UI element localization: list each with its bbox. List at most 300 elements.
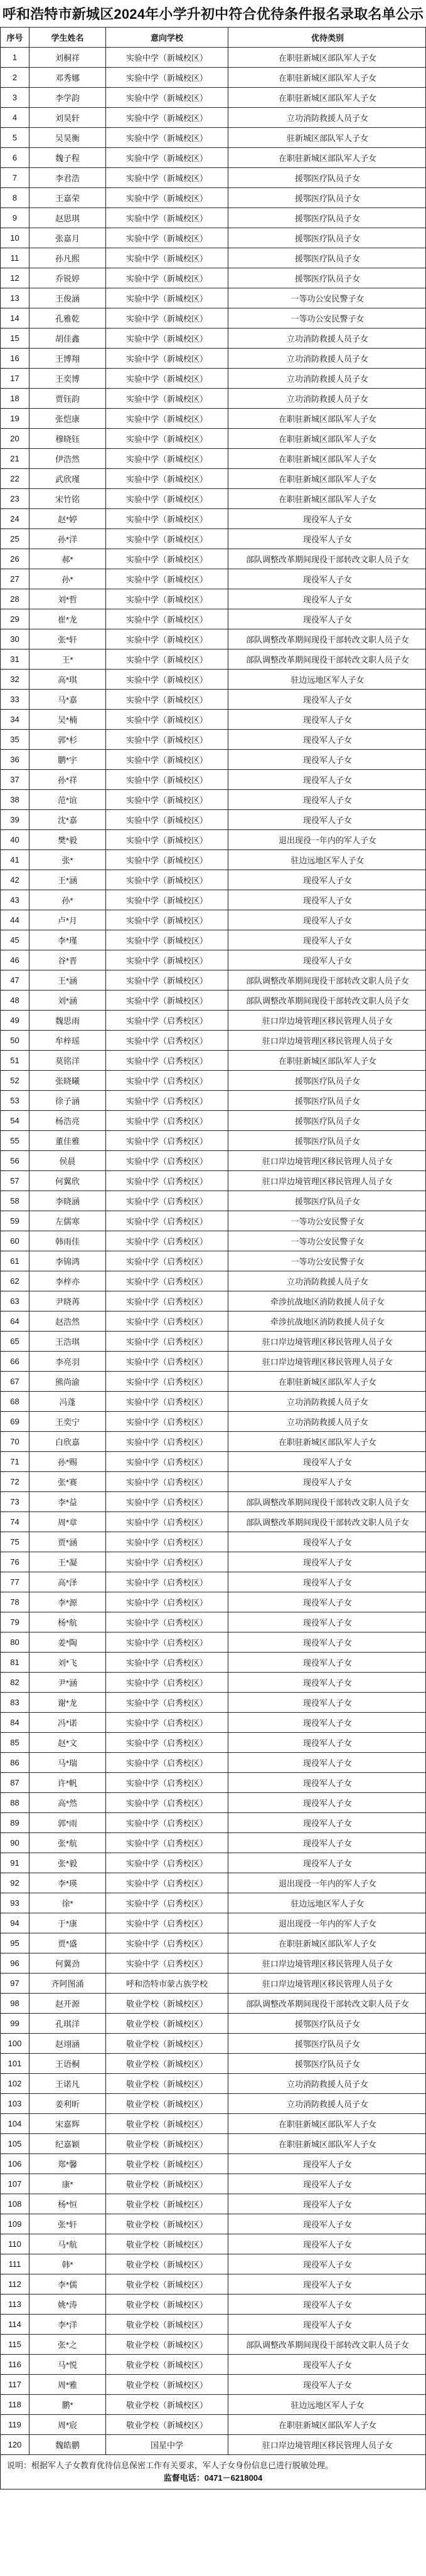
cell-intended-school: 实验中学（启秀校区） bbox=[106, 1051, 228, 1070]
table-row bbox=[1, 449, 425, 469]
cell-index: 10 bbox=[1, 228, 29, 248]
cell-index: 101 bbox=[1, 2054, 29, 2073]
cell-index: 1 bbox=[1, 48, 29, 67]
cell-intended-school: 实验中学（新城校区） bbox=[106, 589, 228, 609]
table-row bbox=[1, 1913, 425, 1933]
cell-intended-school: 实验中学（新城校区） bbox=[106, 549, 228, 569]
cell-priority-category: 现役军人子女 bbox=[302, 1819, 352, 1828]
table-row bbox=[1, 2335, 425, 2355]
cell-priority-category: 在职驻新城区部队军人子女 bbox=[278, 1377, 376, 1387]
cell-priority-category: 现役军人子女 bbox=[302, 1799, 352, 1808]
cell-priority-category: 现役军人子女 bbox=[302, 2360, 352, 2370]
cell-intended-school: 实验中学（启秀校区） bbox=[106, 1251, 228, 1271]
cell-student-name: 周*雅 bbox=[29, 2375, 106, 2394]
cell-student-name: 沈*嘉 bbox=[29, 810, 106, 829]
cell-intended-school: 实验中学（新城校区） bbox=[106, 268, 228, 288]
cell-priority-category: 现役军人子女 bbox=[302, 2380, 352, 2390]
table-row bbox=[1, 1211, 425, 1231]
cell-priority-category: 现役军人子女 bbox=[302, 1598, 352, 1607]
cell-priority-category: 现役军人子女 bbox=[302, 1678, 352, 1688]
cell-index: 21 bbox=[1, 449, 29, 468]
table-row bbox=[1, 690, 425, 710]
cell-student-name: 纪嘉颖 bbox=[29, 2134, 106, 2153]
cell-index: 60 bbox=[1, 1231, 29, 1251]
cell-priority-category: 在职驻新城区部队军人子女 bbox=[278, 93, 376, 103]
cell-priority-category: 现役军人子女 bbox=[302, 1478, 352, 1487]
cell-index: 67 bbox=[1, 1372, 29, 1391]
cell-intended-school: 实验中学（新城校区） bbox=[106, 890, 228, 910]
cell-priority-category: 立功消防救援人员子女 bbox=[286, 2079, 368, 2089]
cell-index: 25 bbox=[1, 529, 29, 549]
cell-intended-school: 实验中学（新城校区） bbox=[106, 670, 228, 689]
cell-priority-category: 在职驻新城区部队军人子女 bbox=[278, 154, 376, 163]
table-row bbox=[1, 1572, 425, 1592]
cell-index: 43 bbox=[1, 890, 29, 910]
cell-student-name: 周*宸 bbox=[29, 2415, 106, 2434]
cell-student-name: 卢*月 bbox=[29, 910, 106, 930]
cell-student-name: 武欣瑾 bbox=[29, 469, 106, 488]
cell-priority-category: 现役军人子女 bbox=[302, 816, 352, 825]
cell-priority-category: 援鄂医疗队员子女 bbox=[294, 2019, 360, 2029]
table-row bbox=[1, 1853, 425, 1873]
cell-intended-school: 实验中学（启秀校区） bbox=[106, 1953, 228, 1973]
cell-index: 115 bbox=[1, 2335, 29, 2354]
table-row bbox=[1, 1713, 425, 1733]
cell-index: 80 bbox=[1, 1632, 29, 1652]
table-row bbox=[1, 1953, 425, 1974]
cell-intended-school: 实验中学（新城校区） bbox=[106, 529, 228, 549]
table-row bbox=[1, 1051, 425, 1071]
cell-index: 34 bbox=[1, 710, 29, 729]
cell-intended-school: 实验中学（新城校区） bbox=[106, 790, 228, 809]
cell-priority-category: 驻边远地区军人子女 bbox=[290, 2400, 365, 2410]
cell-priority-category: 现役军人子女 bbox=[302, 1859, 352, 1868]
cell-priority-category: 在职驻新城区部队军人子女 bbox=[278, 2421, 376, 2430]
table-row bbox=[1, 188, 425, 208]
table-row bbox=[1, 1653, 425, 1673]
cell-intended-school: 实验中学（启秀校区） bbox=[106, 1271, 228, 1291]
cell-intended-school: 实验中学（新城校区） bbox=[106, 609, 228, 629]
cell-intended-school: 敬业学校（新城校区） bbox=[106, 2375, 228, 2394]
table-row bbox=[1, 2315, 425, 2335]
cell-priority-category: 现役军人子女 bbox=[302, 1618, 352, 1627]
cell-priority-category: 部队调整改革期间现役干部转改文职人员子女 bbox=[245, 555, 409, 564]
cell-priority-category: 部队调整改革期间现役干部转改文职人员子女 bbox=[245, 1999, 409, 2009]
cell-index: 119 bbox=[1, 2415, 29, 2434]
cell-priority-category: 部队调整改革期间现役干部转改文职人员子女 bbox=[245, 1518, 409, 1527]
table-row bbox=[1, 529, 425, 549]
cell-priority-category: 现役军人子女 bbox=[302, 575, 352, 584]
cell-intended-school: 敬业学校（新城校区） bbox=[106, 2074, 228, 2093]
cell-intended-school: 实验中学（新城校区） bbox=[106, 991, 228, 1010]
cell-index: 2 bbox=[1, 68, 29, 87]
cell-index: 18 bbox=[1, 389, 29, 408]
table-row bbox=[1, 1191, 425, 1211]
cell-index: 110 bbox=[1, 2234, 29, 2254]
cell-index: 71 bbox=[1, 1452, 29, 1471]
cell-priority-category: 现役军人子女 bbox=[302, 2260, 352, 2269]
cell-priority-category: 立功消防救援人员子女 bbox=[286, 2100, 368, 2109]
cell-intended-school: 实验中学（启秀校区） bbox=[106, 1211, 228, 1231]
cell-priority-category: 驻口岸边境管理区移民管理人员子女 bbox=[262, 1357, 393, 1367]
table-row bbox=[1, 710, 425, 730]
table-row bbox=[1, 569, 425, 589]
cell-student-name: 何翼欣 bbox=[29, 1171, 106, 1191]
cell-priority-category: 援鄂医疗队员子女 bbox=[294, 1117, 360, 1126]
cell-student-name: 张*航 bbox=[29, 1833, 106, 1853]
cell-student-name: 牟梓瑶 bbox=[29, 1031, 106, 1050]
cell-index: 20 bbox=[1, 429, 29, 448]
table-row bbox=[1, 1833, 425, 1853]
cell-index: 30 bbox=[1, 629, 29, 649]
table-row bbox=[1, 1151, 425, 1171]
cell-student-name: 张*轩 bbox=[29, 629, 106, 649]
cell-index: 113 bbox=[1, 2295, 29, 2314]
cell-intended-school: 实验中学（新城校区） bbox=[106, 569, 228, 589]
cell-priority-category: 现役军人子女 bbox=[302, 1458, 352, 1467]
table-row bbox=[1, 1432, 425, 1452]
cell-priority-category: 在职驻新城区部队军人子女 bbox=[278, 53, 376, 63]
cell-index: 19 bbox=[1, 409, 29, 428]
cell-intended-school: 敬业学校（新城校区） bbox=[106, 2335, 228, 2354]
cell-intended-school: 呼和浩特市蒙古族学校 bbox=[106, 1974, 228, 1993]
cell-index: 15 bbox=[1, 329, 29, 348]
cell-student-name: 张恺康 bbox=[29, 409, 106, 428]
note-text: 说明：根据军人子女教育优待信息保密工作有关要求，军人子女身份信息已进行脱敏处理。 bbox=[7, 2461, 334, 2470]
cell-student-name: 赵浩然 bbox=[29, 1312, 106, 1331]
cell-intended-school: 敬业学校（新城校区） bbox=[106, 2415, 228, 2434]
cell-intended-school: 实验中学（启秀校区） bbox=[106, 1191, 228, 1211]
cell-student-name: 董佳雅 bbox=[29, 1131, 106, 1150]
table-row bbox=[1, 1091, 425, 1111]
cell-priority-category: 现役军人子女 bbox=[302, 735, 352, 745]
cell-intended-school: 实验中学（启秀校区） bbox=[106, 1111, 228, 1130]
cell-priority-category: 部队调整改革期间现役干部转改文职人员子女 bbox=[245, 996, 409, 1006]
cell-intended-school: 实验中学（新城校区） bbox=[106, 449, 228, 468]
cell-intended-school: 敬业学校（新城校区） bbox=[106, 2194, 228, 2214]
cell-index: 13 bbox=[1, 288, 29, 308]
cell-intended-school: 实验中学（新城校区） bbox=[106, 509, 228, 528]
cell-intended-school: 实验中学（新城校区） bbox=[106, 629, 228, 649]
cell-intended-school: 敬业学校（新城校区） bbox=[106, 2054, 228, 2073]
cell-student-name: 鹏* bbox=[29, 2395, 106, 2414]
table-row bbox=[1, 1492, 425, 1512]
cell-student-name: 孙*洋 bbox=[29, 529, 106, 549]
cell-intended-school: 国星中学 bbox=[106, 2435, 228, 2454]
cell-intended-school: 敬业学校（新城校区） bbox=[106, 2014, 228, 2033]
cell-student-name: 郑*馨 bbox=[29, 2154, 106, 2174]
cell-index: 41 bbox=[1, 850, 29, 870]
cell-intended-school: 实验中学（启秀校区） bbox=[106, 1913, 228, 1933]
table-row bbox=[1, 1312, 425, 1332]
table-row bbox=[1, 730, 425, 750]
cell-priority-category: 在职驻新城区部队军人子女 bbox=[278, 434, 376, 444]
cell-intended-school: 实验中学（启秀校区） bbox=[106, 1793, 228, 1812]
table-row bbox=[1, 128, 425, 148]
cell-student-name: 孙凡熙 bbox=[29, 248, 106, 268]
cell-student-name: 马*悦 bbox=[29, 2355, 106, 2374]
cell-intended-school: 敬业学校（新城校区） bbox=[106, 1994, 228, 2013]
cell-index: 14 bbox=[1, 308, 29, 328]
cell-priority-category: 现役军人子女 bbox=[302, 2300, 352, 2310]
cell-intended-school: 实验中学（新城校区） bbox=[106, 108, 228, 127]
cell-priority-category: 在职驻新城区部队军人子女 bbox=[278, 414, 376, 424]
cell-priority-category: 立功消防救援人员子女 bbox=[286, 334, 368, 344]
cell-index: 66 bbox=[1, 1352, 29, 1371]
cell-priority-category: 驻口岸边境管理区移民管理人员子女 bbox=[262, 2441, 393, 2450]
cell-priority-category: 现役军人子女 bbox=[302, 796, 352, 805]
cell-priority-category: 驻新城区部队军人子女 bbox=[286, 134, 368, 143]
cell-priority-category: 部队调整改革期间现役干部转改文职人员子女 bbox=[245, 976, 409, 986]
table-row bbox=[1, 1592, 425, 1612]
table-header-row bbox=[1, 28, 425, 48]
cell-intended-school: 敬业学校（新城校区） bbox=[106, 2154, 228, 2174]
cell-priority-category: 退出现役一年内的军人子女 bbox=[278, 836, 376, 845]
table-row bbox=[1, 2134, 425, 2154]
cell-index: 46 bbox=[1, 950, 29, 970]
cell-student-name: 莫铭洋 bbox=[29, 1051, 106, 1070]
cell-student-name: 乔锐婷 bbox=[29, 268, 106, 288]
cell-index: 64 bbox=[1, 1312, 29, 1331]
cell-index: 104 bbox=[1, 2114, 29, 2133]
cell-priority-category: 援鄂医疗队员子女 bbox=[294, 2059, 360, 2069]
cell-student-name: 冯*诺 bbox=[29, 1713, 106, 1732]
cell-intended-school: 实验中学（启秀校区） bbox=[106, 1412, 228, 1431]
page-title: 呼和浩特市新城区2024年小学升初中符合优待条件报名录取名单公示 bbox=[0, 0, 426, 28]
table-row bbox=[1, 1291, 425, 1312]
cell-student-name: 吴*楠 bbox=[29, 710, 106, 729]
cell-student-name: 李*瑛 bbox=[29, 1873, 106, 1893]
cell-priority-category: 立功消防救援人员子女 bbox=[286, 1417, 368, 1427]
table-row bbox=[1, 2034, 425, 2054]
cell-intended-school: 实验中学（新城校区） bbox=[106, 810, 228, 829]
cell-index: 54 bbox=[1, 1111, 29, 1130]
cell-index: 12 bbox=[1, 268, 29, 288]
cell-student-name: 刘昊轩 bbox=[29, 108, 106, 127]
cell-student-name: 韩雨佳 bbox=[29, 1231, 106, 1251]
cell-priority-category: 牵涉抗战地区消防救援人员子女 bbox=[270, 1297, 385, 1306]
cell-index: 55 bbox=[1, 1131, 29, 1150]
cell-index: 44 bbox=[1, 910, 29, 930]
cell-index: 53 bbox=[1, 1091, 29, 1110]
cell-student-name: 刘*哲 bbox=[29, 589, 106, 609]
cell-student-name: 李晓涵 bbox=[29, 1191, 106, 1211]
table-row bbox=[1, 1733, 425, 1753]
table-row bbox=[1, 589, 425, 609]
cell-intended-school: 实验中学（新城校区） bbox=[106, 409, 228, 428]
cell-intended-school: 实验中学（新城校区） bbox=[106, 228, 228, 248]
cell-index: 103 bbox=[1, 2094, 29, 2113]
cell-intended-school: 实验中学（新城校区） bbox=[106, 389, 228, 408]
cell-student-name: 王诺凡 bbox=[29, 2074, 106, 2093]
cell-priority-category: 部队调整改革期间现役干部转改文职人员子女 bbox=[245, 1498, 409, 1507]
table-row bbox=[1, 2395, 425, 2415]
table-row bbox=[1, 2174, 425, 2194]
cell-priority-category: 援鄂医疗队员子女 bbox=[294, 254, 360, 263]
cell-student-name: 左儒寒 bbox=[29, 1211, 106, 1231]
cell-index: 86 bbox=[1, 1753, 29, 1772]
cell-student-name: 王*涵 bbox=[29, 970, 106, 990]
table-row bbox=[1, 830, 425, 850]
table-row bbox=[1, 248, 425, 268]
cell-student-name: 孙*赐 bbox=[29, 1452, 106, 1471]
table-row bbox=[1, 2234, 425, 2254]
cell-index: 72 bbox=[1, 1472, 29, 1491]
table-row bbox=[1, 509, 425, 529]
cell-intended-school: 实验中学（启秀校区） bbox=[106, 1452, 228, 1471]
cell-student-name: 伊浩然 bbox=[29, 449, 106, 468]
table-row bbox=[1, 1753, 425, 1773]
cell-student-name: 赵*文 bbox=[29, 1733, 106, 1752]
cell-intended-school: 实验中学（启秀校区） bbox=[106, 1592, 228, 1612]
table-row bbox=[1, 369, 425, 389]
cell-student-name: 张* bbox=[29, 850, 106, 870]
table-row bbox=[1, 1974, 425, 1994]
cell-student-name: 郭*雨 bbox=[29, 1813, 106, 1832]
cell-priority-category: 在职驻新城区部队军人子女 bbox=[278, 475, 376, 484]
cell-priority-category: 部队调整改革期间现役干部转改文职人员子女 bbox=[245, 635, 409, 644]
cell-priority-category: 驻口岸边境管理区移民管理人员子女 bbox=[262, 1337, 393, 1347]
table-row bbox=[1, 649, 425, 670]
cell-student-name: 白欣嘉 bbox=[29, 1432, 106, 1451]
cell-priority-category: 在职驻新城区部队军人子女 bbox=[278, 1939, 376, 1948]
table-row bbox=[1, 1231, 425, 1251]
table-row bbox=[1, 670, 425, 690]
cell-intended-school: 敬业学校（新城校区） bbox=[106, 2134, 228, 2153]
cell-intended-school: 实验中学（启秀校区） bbox=[106, 1893, 228, 1913]
cell-index: 50 bbox=[1, 1031, 29, 1050]
cell-intended-school: 实验中学（新城校区） bbox=[106, 489, 228, 508]
table-row bbox=[1, 268, 425, 288]
cell-index: 84 bbox=[1, 1713, 29, 1732]
cell-student-name: 孙*祥 bbox=[29, 770, 106, 789]
cell-intended-school: 敬业学校（新城校区） bbox=[106, 2315, 228, 2334]
cell-student-name: 李*洋 bbox=[29, 2315, 106, 2334]
table-row bbox=[1, 108, 425, 128]
cell-intended-school: 敬业学校（新城校区） bbox=[106, 2295, 228, 2314]
cell-intended-school: 实验中学（启秀校区） bbox=[106, 1612, 228, 1632]
col-header-intended-school: 意向学校 bbox=[106, 28, 228, 47]
cell-index: 26 bbox=[1, 549, 29, 569]
cell-intended-school: 实验中学（启秀校区） bbox=[106, 1733, 228, 1752]
cell-index: 85 bbox=[1, 1733, 29, 1752]
cell-student-name: 孙* bbox=[29, 890, 106, 910]
cell-student-name: 王俊涵 bbox=[29, 288, 106, 308]
cell-priority-category: 在职驻新城区部队军人子女 bbox=[278, 1056, 376, 1066]
cell-index: 27 bbox=[1, 569, 29, 589]
cell-index: 114 bbox=[1, 2315, 29, 2334]
cell-intended-school: 实验中学（新城校区） bbox=[106, 369, 228, 388]
cell-index: 82 bbox=[1, 1673, 29, 1692]
cell-priority-category: 立功消防救援人员子女 bbox=[286, 1277, 368, 1286]
cell-priority-category: 现役军人子女 bbox=[302, 956, 352, 965]
cell-priority-category: 援鄂医疗队员子女 bbox=[294, 2039, 360, 2049]
cell-intended-school: 实验中学（启秀校区） bbox=[106, 1653, 228, 1672]
cell-intended-school: 敬业学校（新城校区） bbox=[106, 2214, 228, 2234]
cell-student-name: 王嘉荣 bbox=[29, 188, 106, 208]
cell-intended-school: 敬业学校（新城校区） bbox=[106, 2355, 228, 2374]
cell-priority-category: 现役军人子女 bbox=[302, 1779, 352, 1788]
cell-priority-category: 在职驻新城区部队军人子女 bbox=[278, 2120, 376, 2129]
cell-priority-category: 驻口岸边境管理区移民管理人员子女 bbox=[262, 1157, 393, 1166]
cell-student-name: 王浩琪 bbox=[29, 1332, 106, 1351]
cell-intended-school: 实验中学（新城校区） bbox=[106, 469, 228, 488]
cell-student-name: 贾*盛 bbox=[29, 1933, 106, 1953]
cell-student-name: 齐阿图涌 bbox=[29, 1974, 106, 1993]
cell-intended-school: 实验中学（启秀校区） bbox=[106, 1713, 228, 1732]
table-row bbox=[1, 1793, 425, 1813]
cell-intended-school: 敬业学校（新城校区） bbox=[106, 2034, 228, 2053]
cell-intended-school: 实验中学（启秀校区） bbox=[106, 1332, 228, 1351]
cell-index: 7 bbox=[1, 168, 29, 187]
cell-priority-category: 现役军人子女 bbox=[302, 2240, 352, 2249]
cell-index: 78 bbox=[1, 1592, 29, 1612]
cell-student-name: 何翼劲 bbox=[29, 1953, 106, 1973]
cell-intended-school: 实验中学（新城校区） bbox=[106, 870, 228, 890]
cell-index: 40 bbox=[1, 830, 29, 849]
table-row bbox=[1, 2154, 425, 2174]
table-row bbox=[1, 68, 425, 88]
cell-intended-school: 实验中学（启秀校区） bbox=[106, 1231, 228, 1251]
cell-index: 48 bbox=[1, 991, 29, 1010]
cell-priority-category: 现役军人子女 bbox=[302, 876, 352, 885]
cell-priority-category: 现役军人子女 bbox=[302, 916, 352, 925]
cell-index: 75 bbox=[1, 1532, 29, 1552]
cell-student-name: 刘桐祥 bbox=[29, 48, 106, 67]
cell-priority-category: 援鄂医疗队员子女 bbox=[294, 1137, 360, 1146]
cell-intended-school: 实验中学（新城校区） bbox=[106, 68, 228, 87]
table-row bbox=[1, 1392, 425, 1412]
cell-priority-category: 牵涉抗战地区消防救援人员子女 bbox=[270, 1317, 385, 1327]
table-row bbox=[1, 1011, 425, 1031]
cell-index: 88 bbox=[1, 1793, 29, 1812]
cell-priority-category: 现役军人子女 bbox=[302, 2200, 352, 2209]
cell-student-name: 宋嘉辉 bbox=[29, 2114, 106, 2133]
cell-intended-school: 实验中学（新城校区） bbox=[106, 850, 228, 870]
cell-student-name: 姜*陶 bbox=[29, 1632, 106, 1652]
table-row bbox=[1, 1171, 425, 1191]
cell-index: 51 bbox=[1, 1051, 29, 1070]
cell-student-name: 王奕宁 bbox=[29, 1412, 106, 1431]
cell-intended-school: 实验中学（启秀校区） bbox=[106, 1933, 228, 1953]
cell-priority-category: 现役军人子女 bbox=[302, 2220, 352, 2229]
cell-index: 23 bbox=[1, 489, 29, 508]
cell-index: 96 bbox=[1, 1953, 29, 1973]
cell-student-name: 许*帆 bbox=[29, 1773, 106, 1792]
table-row bbox=[1, 1632, 425, 1653]
cell-priority-category: 现役军人子女 bbox=[302, 1718, 352, 1728]
cell-intended-school: 实验中学（启秀校区） bbox=[106, 1693, 228, 1712]
cell-index: 9 bbox=[1, 208, 29, 228]
cell-priority-category: 援鄂医疗队员子女 bbox=[294, 1096, 360, 1106]
cell-student-name: 崔*龙 bbox=[29, 609, 106, 629]
cell-student-name: 李亮羽 bbox=[29, 1352, 106, 1371]
table-row bbox=[1, 208, 425, 228]
cell-index: 59 bbox=[1, 1211, 29, 1231]
table-row bbox=[1, 389, 425, 409]
cell-student-name: 高*然 bbox=[29, 1793, 106, 1812]
cell-intended-school: 实验中学（新城校区） bbox=[106, 750, 228, 769]
cell-index: 49 bbox=[1, 1011, 29, 1030]
cell-priority-category: 退出现役一年内的军人子女 bbox=[278, 1879, 376, 1888]
cell-student-name: 李锦鸿 bbox=[29, 1251, 106, 1271]
table-row bbox=[1, 1372, 425, 1392]
table-row bbox=[1, 810, 425, 830]
cell-student-name: 李梓亦 bbox=[29, 1271, 106, 1291]
cell-index: 57 bbox=[1, 1171, 29, 1191]
cell-student-name: 于*康 bbox=[29, 1913, 106, 1933]
cell-priority-category: 现役军人子女 bbox=[302, 515, 352, 524]
